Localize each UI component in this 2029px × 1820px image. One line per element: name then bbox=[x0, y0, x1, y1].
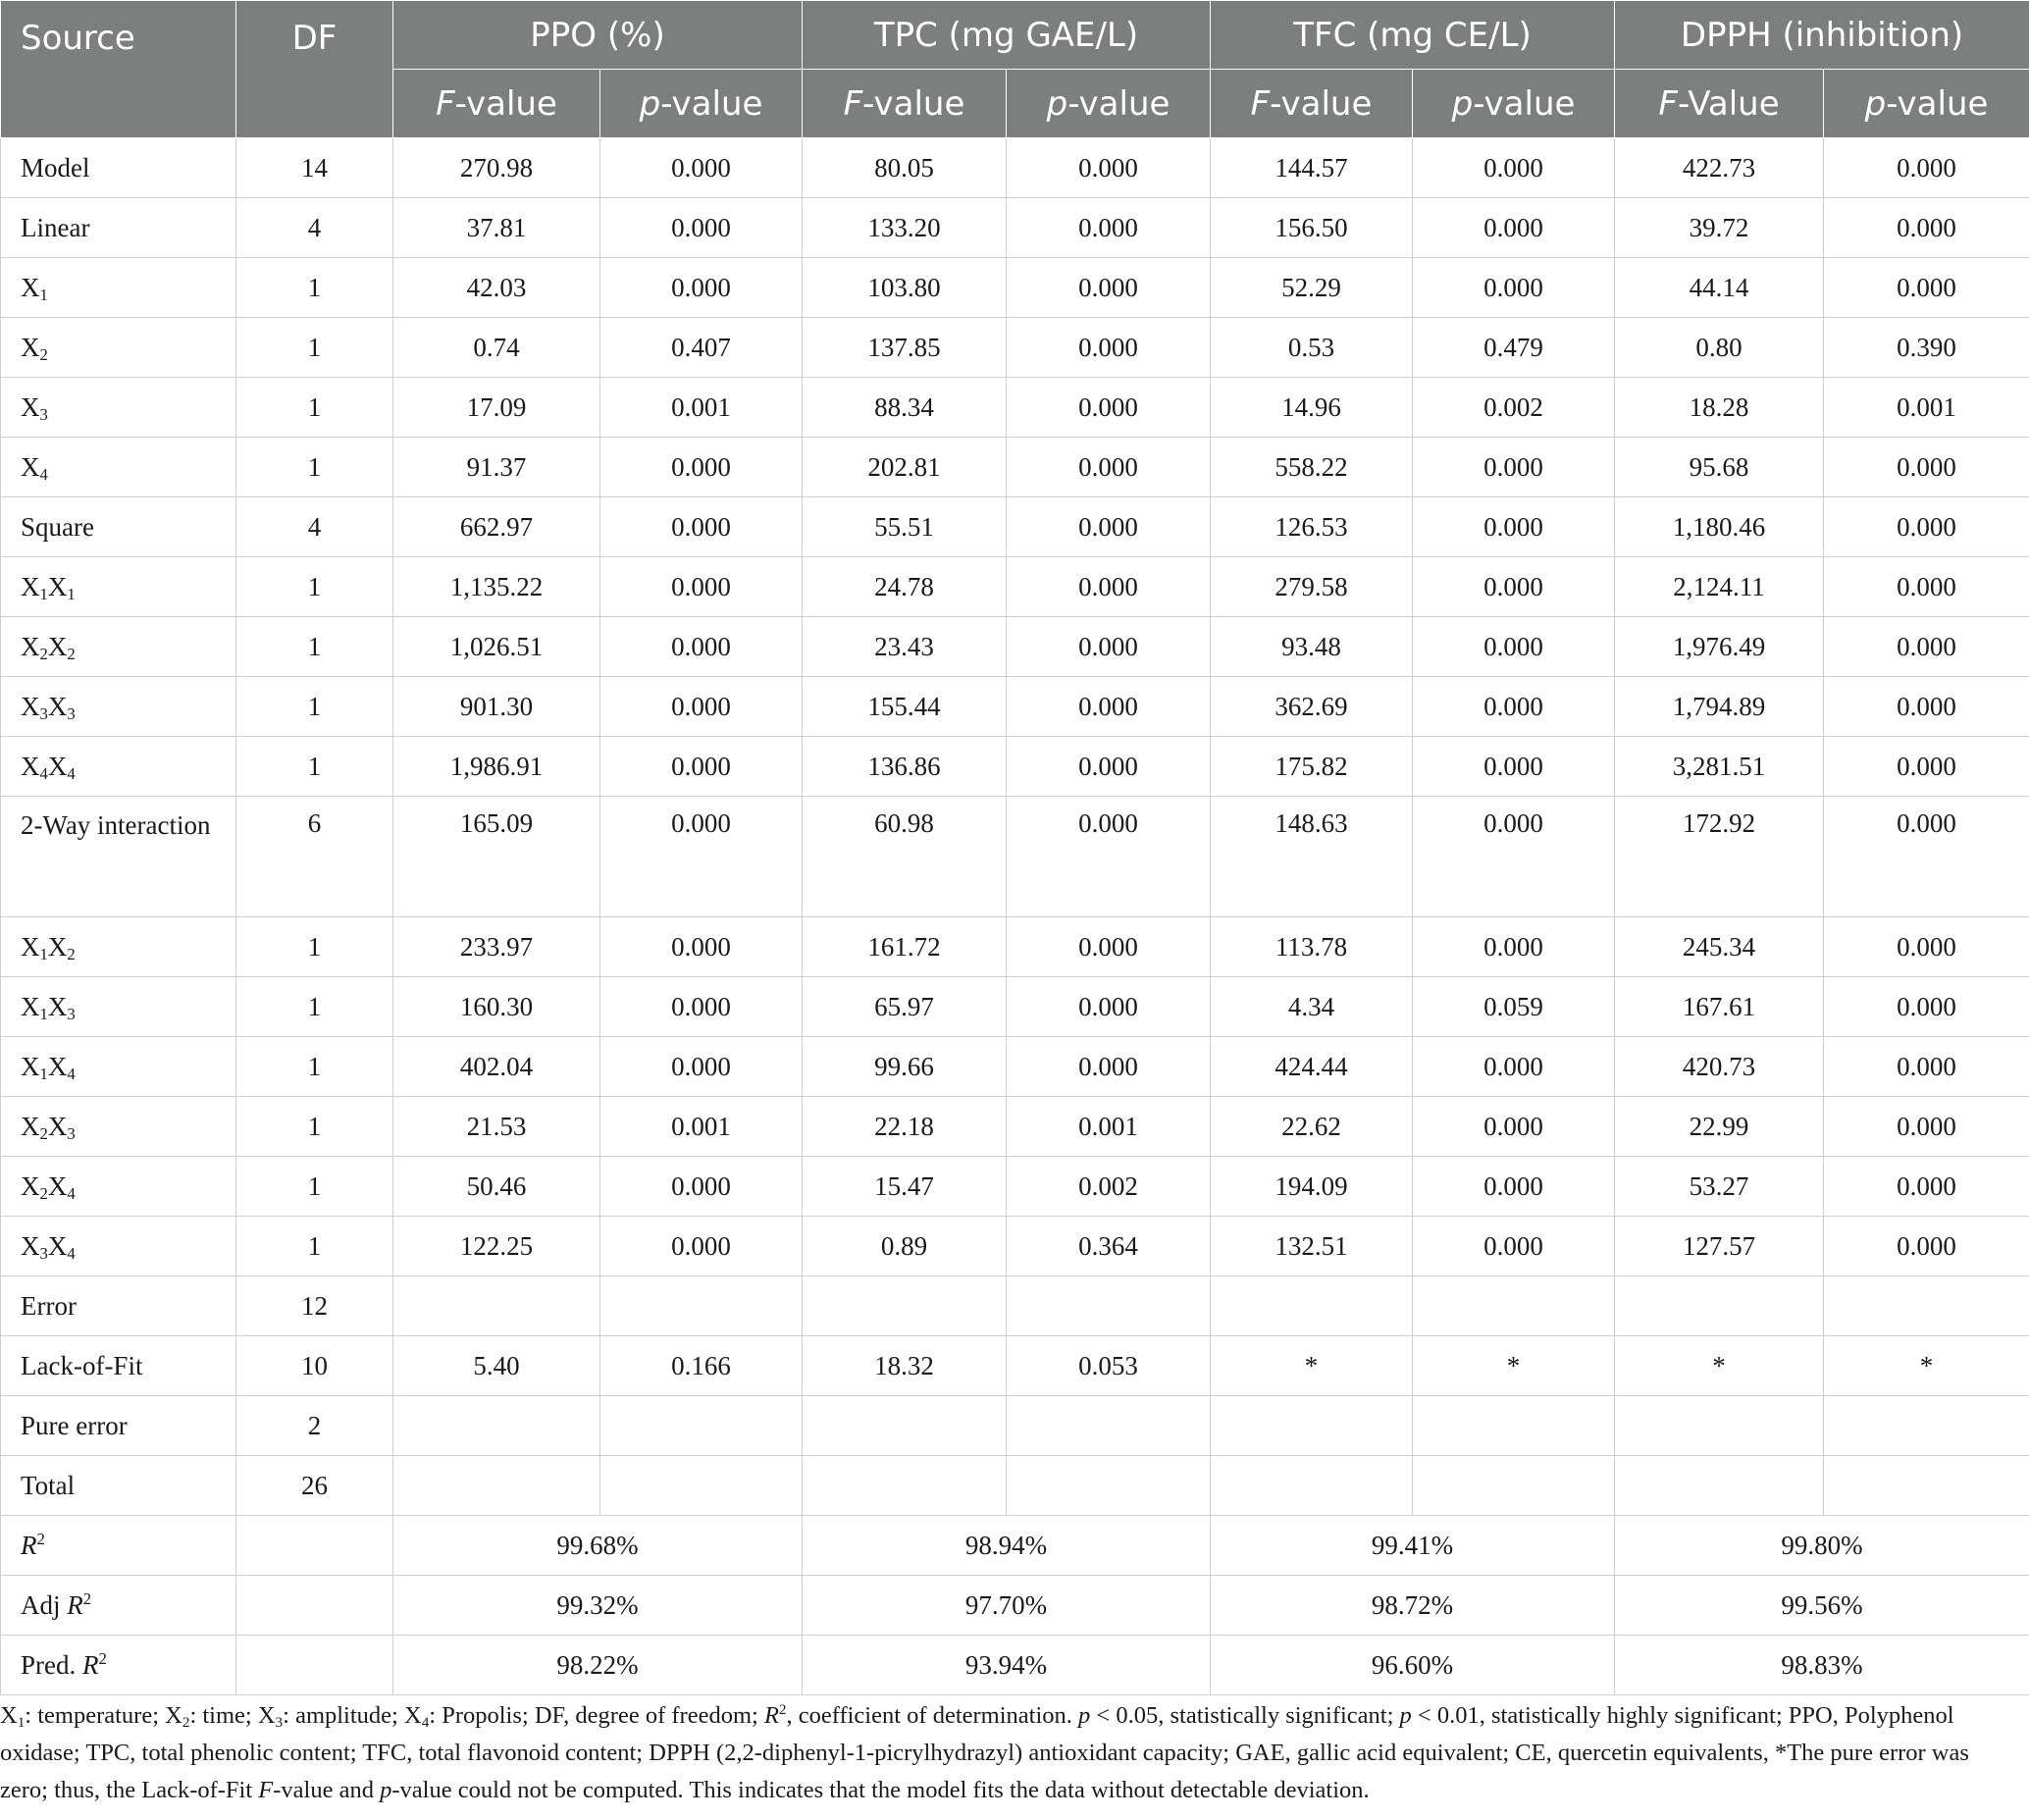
df-cell: 10 bbox=[236, 1336, 393, 1396]
f-value-cell: 17.09 bbox=[393, 378, 600, 438]
df-cell: 1 bbox=[236, 917, 393, 977]
f-value-cell bbox=[803, 1276, 1007, 1336]
p-value-cell: 0.000 bbox=[1413, 677, 1615, 737]
p-value-cell: 0.059 bbox=[1413, 977, 1615, 1037]
f-value-cell: 22.99 bbox=[1615, 1097, 1824, 1157]
table-row bbox=[1, 1396, 2029, 1456]
f-value-cell: 202.81 bbox=[803, 438, 1007, 497]
df-cell: 1 bbox=[236, 557, 393, 617]
p-value-cell: 0.000 bbox=[1007, 438, 1211, 497]
f-value-cell: 21.53 bbox=[393, 1097, 600, 1157]
table-row bbox=[1, 198, 2029, 258]
f-value-cell: 18.32 bbox=[803, 1336, 1007, 1396]
header-source: Source bbox=[1, 1, 236, 138]
p-value-cell: 0.000 bbox=[1007, 318, 1211, 378]
f-value-cell: 14.96 bbox=[1211, 378, 1413, 438]
f-value-cell: 279.58 bbox=[1211, 557, 1413, 617]
table-row bbox=[1, 497, 2029, 557]
source-cell: $X_1X_4$ bbox=[1, 1037, 236, 1097]
df-cell: 1 bbox=[236, 737, 393, 797]
f-value-cell bbox=[393, 1396, 600, 1456]
p-value-cell: 0.001 bbox=[600, 1097, 803, 1157]
p-value-cell: 0.000 bbox=[1007, 138, 1211, 198]
p-value-cell: 0.000 bbox=[600, 1157, 803, 1217]
source-cell: Total bbox=[1, 1456, 236, 1516]
f-value-cell: 1,180.46 bbox=[1615, 497, 1824, 557]
f-value-cell: 194.09 bbox=[1211, 1157, 1413, 1217]
df-cell: 1 bbox=[236, 438, 393, 497]
p-value-cell: 0.000 bbox=[1824, 737, 2029, 797]
source-cell: $X_3$ bbox=[1, 378, 236, 438]
source-cell: Error bbox=[1, 1276, 236, 1336]
p-value-cell: 0.000 bbox=[1413, 617, 1615, 677]
p-value-cell bbox=[600, 1276, 803, 1336]
f-value-cell: 165.09 bbox=[393, 797, 600, 917]
p-value-cell: 0.000 bbox=[600, 977, 803, 1037]
header-tfc: TFC (mg CE/L) bbox=[1211, 1, 1615, 70]
table-row bbox=[1, 138, 2029, 198]
source-cell: $X_1$ bbox=[1, 258, 236, 318]
f-value-cell: 126.53 bbox=[1211, 497, 1413, 557]
header-f-value: F-value bbox=[393, 70, 600, 138]
table-row bbox=[1, 318, 2029, 378]
f-value-cell: 362.69 bbox=[1211, 677, 1413, 737]
table-row bbox=[1, 1217, 2029, 1276]
p-value-cell: 0.000 bbox=[1413, 198, 1615, 258]
p-value-cell bbox=[1007, 1276, 1211, 1336]
f-value-cell: 1,986.91 bbox=[393, 737, 600, 797]
df-cell: 1 bbox=[236, 617, 393, 677]
f-value-cell: 148.63 bbox=[1211, 797, 1413, 917]
p-value-cell: 0.000 bbox=[1824, 1097, 2029, 1157]
r-squared-cell: 99.41% bbox=[1211, 1516, 1615, 1576]
table-row bbox=[1, 677, 2029, 737]
df-cell bbox=[236, 1636, 393, 1695]
header-dpph: DPPH (inhibition) bbox=[1615, 1, 2029, 70]
source-cell: $X_3X_4$ bbox=[1, 1217, 236, 1276]
p-value-cell: 0.000 bbox=[600, 677, 803, 737]
p-value-cell: 0.000 bbox=[600, 1217, 803, 1276]
f-value-cell: 23.43 bbox=[803, 617, 1007, 677]
f-value-cell: 44.14 bbox=[1615, 258, 1824, 318]
p-value-cell: 0.000 bbox=[1824, 557, 2029, 617]
f-value-cell bbox=[1211, 1396, 1413, 1456]
p-value-cell: 0.000 bbox=[1413, 1097, 1615, 1157]
table-row bbox=[1, 617, 2029, 677]
f-value-cell: 91.37 bbox=[393, 438, 600, 497]
source-cell: $X_2$ bbox=[1, 318, 236, 378]
df-cell: 2 bbox=[236, 1396, 393, 1456]
p-value-cell: 0.000 bbox=[1824, 258, 2029, 318]
table-header bbox=[1, 1, 2029, 138]
p-value-cell: 0.000 bbox=[1007, 557, 1211, 617]
f-value-cell: 0.74 bbox=[393, 318, 600, 378]
p-value-cell bbox=[1413, 1276, 1615, 1336]
f-value-cell: 133.20 bbox=[803, 198, 1007, 258]
f-value-cell: 50.46 bbox=[393, 1157, 600, 1217]
f-value-cell: 172.92 bbox=[1615, 797, 1824, 917]
p-value-cell: 0.000 bbox=[1413, 557, 1615, 617]
p-value-cell: 0.000 bbox=[1413, 438, 1615, 497]
source-cell: Linear bbox=[1, 198, 236, 258]
df-cell: 1 bbox=[236, 318, 393, 378]
table-row bbox=[1, 1276, 2029, 1336]
p-value-cell: * bbox=[1413, 1336, 1615, 1396]
p-value-cell: 0.000 bbox=[1007, 917, 1211, 977]
f-value-cell: 5.40 bbox=[393, 1336, 600, 1396]
p-value-cell: 0.000 bbox=[600, 258, 803, 318]
table-row bbox=[1, 1037, 2029, 1097]
p-value-cell: 0.407 bbox=[600, 318, 803, 378]
p-value-cell: 0.000 bbox=[600, 438, 803, 497]
r-squared-cell: 98.72% bbox=[1211, 1576, 1615, 1636]
f-value-cell: 167.61 bbox=[1615, 977, 1824, 1037]
p-value-cell: 0.479 bbox=[1413, 318, 1615, 378]
r-squared-cell: 93.94% bbox=[803, 1636, 1211, 1695]
f-value-cell: 270.98 bbox=[393, 138, 600, 198]
df-cell: 26 bbox=[236, 1456, 393, 1516]
df-cell: 14 bbox=[236, 138, 393, 198]
df-cell: 1 bbox=[236, 1217, 393, 1276]
f-value-cell: 155.44 bbox=[803, 677, 1007, 737]
table-row bbox=[1, 438, 2029, 497]
p-value-cell: 0.000 bbox=[1007, 737, 1211, 797]
r-squared-cell: 99.56% bbox=[1615, 1576, 2029, 1636]
p-value-cell: 0.000 bbox=[600, 497, 803, 557]
f-value-cell: 127.57 bbox=[1615, 1217, 1824, 1276]
source-cell: $X_4$ bbox=[1, 438, 236, 497]
f-value-cell: 88.34 bbox=[803, 378, 1007, 438]
f-value-cell: 1,135.22 bbox=[393, 557, 600, 617]
p-value-cell: 0.000 bbox=[600, 797, 803, 917]
table-body bbox=[1, 138, 2029, 1695]
header-f-value: F-value bbox=[803, 70, 1007, 138]
source-cell: 2-Way interaction bbox=[1, 797, 236, 917]
p-value-cell: 0.000 bbox=[1824, 677, 2029, 737]
f-value-cell: * bbox=[1615, 1336, 1824, 1396]
p-value-cell bbox=[1007, 1396, 1211, 1456]
p-value-cell: 0.000 bbox=[1007, 258, 1211, 318]
p-value-cell: 0.000 bbox=[1824, 497, 2029, 557]
table-row bbox=[1, 258, 2029, 318]
p-value-cell: 0.000 bbox=[1824, 617, 2029, 677]
p-value-cell: 0.000 bbox=[1413, 1157, 1615, 1217]
p-value-cell: 0.000 bbox=[600, 138, 803, 198]
source-cell: Pure error bbox=[1, 1396, 236, 1456]
header-df: DF bbox=[236, 1, 393, 138]
p-value-cell: 0.000 bbox=[1413, 1217, 1615, 1276]
p-value-cell: 0.000 bbox=[1824, 438, 2029, 497]
table-row bbox=[1, 917, 2029, 977]
source-cell: Model bbox=[1, 138, 236, 198]
r-squared-cell: 99.68% bbox=[393, 1516, 803, 1576]
f-value-cell: 53.27 bbox=[1615, 1157, 1824, 1217]
df-cell: 1 bbox=[236, 1097, 393, 1157]
f-value-cell: 22.18 bbox=[803, 1097, 1007, 1157]
p-value-cell bbox=[600, 1396, 803, 1456]
table-row bbox=[1, 1097, 2029, 1157]
p-value-cell: 0.002 bbox=[1007, 1157, 1211, 1217]
df-cell: 1 bbox=[236, 1157, 393, 1217]
table-row bbox=[1, 1576, 2029, 1636]
f-value-cell: 37.81 bbox=[393, 198, 600, 258]
header-p-value: p-value bbox=[1824, 70, 2029, 138]
f-value-cell: 1,794.89 bbox=[1615, 677, 1824, 737]
f-value-cell bbox=[1615, 1396, 1824, 1456]
f-value-cell: 0.53 bbox=[1211, 318, 1413, 378]
p-value-cell: 0.053 bbox=[1007, 1336, 1211, 1396]
p-value-cell: 0.000 bbox=[1824, 797, 2029, 917]
f-value-cell: 422.73 bbox=[1615, 138, 1824, 198]
source-cell: $X_1X_1$ bbox=[1, 557, 236, 617]
source-cell: Lack-of-Fit bbox=[1, 1336, 236, 1396]
table-row bbox=[1, 1157, 2029, 1217]
table-row bbox=[1, 737, 2029, 797]
p-value-cell: 0.000 bbox=[600, 737, 803, 797]
df-cell bbox=[236, 1576, 393, 1636]
f-value-cell bbox=[1615, 1456, 1824, 1516]
f-value-cell: 424.44 bbox=[1211, 1037, 1413, 1097]
f-value-cell: 80.05 bbox=[803, 138, 1007, 198]
p-value-cell: 0.000 bbox=[1824, 1217, 2029, 1276]
f-value-cell: 22.62 bbox=[1211, 1097, 1413, 1157]
header-p-value: p-value bbox=[1413, 70, 1615, 138]
f-value-cell: * bbox=[1211, 1336, 1413, 1396]
f-value-cell: 558.22 bbox=[1211, 438, 1413, 497]
f-value-cell: 55.51 bbox=[803, 497, 1007, 557]
f-value-cell: 0.89 bbox=[803, 1217, 1007, 1276]
source-cell: $R^2$ bbox=[1, 1516, 236, 1576]
p-value-cell: 0.000 bbox=[1824, 1157, 2029, 1217]
table-row bbox=[1, 557, 2029, 617]
f-value-cell: 175.82 bbox=[1211, 737, 1413, 797]
f-value-cell: 144.57 bbox=[1211, 138, 1413, 198]
table-row bbox=[1, 1636, 2029, 1695]
df-cell: 1 bbox=[236, 677, 393, 737]
f-value-cell: 156.50 bbox=[1211, 198, 1413, 258]
header-p-value: p-value bbox=[1007, 70, 1211, 138]
f-value-cell bbox=[393, 1456, 600, 1516]
p-value-cell: 0.000 bbox=[1824, 138, 2029, 198]
f-value-cell: 65.97 bbox=[803, 977, 1007, 1037]
p-value-cell: 0.000 bbox=[1007, 797, 1211, 917]
df-cell: 1 bbox=[236, 258, 393, 318]
f-value-cell: 233.97 bbox=[393, 917, 600, 977]
f-value-cell: 15.47 bbox=[803, 1157, 1007, 1217]
f-value-cell: 113.78 bbox=[1211, 917, 1413, 977]
df-cell: 1 bbox=[236, 977, 393, 1037]
df-cell: 4 bbox=[236, 198, 393, 258]
p-value-cell: 0.000 bbox=[1007, 617, 1211, 677]
f-value-cell bbox=[803, 1456, 1007, 1516]
f-value-cell: 99.66 bbox=[803, 1037, 1007, 1097]
p-value-cell: 0.001 bbox=[1007, 1097, 1211, 1157]
p-value-cell: 0.000 bbox=[1007, 198, 1211, 258]
p-value-cell: 0.000 bbox=[1413, 1037, 1615, 1097]
p-value-cell bbox=[1007, 1456, 1211, 1516]
f-value-cell: 18.28 bbox=[1615, 378, 1824, 438]
df-cell: 6 bbox=[236, 797, 393, 917]
f-value-cell: 93.48 bbox=[1211, 617, 1413, 677]
f-value-cell: 420.73 bbox=[1615, 1037, 1824, 1097]
f-value-cell bbox=[1615, 1276, 1824, 1336]
p-value-cell: 0.000 bbox=[1413, 917, 1615, 977]
source-cell: Pred. $R^2$ bbox=[1, 1636, 236, 1695]
source-cell: Square bbox=[1, 497, 236, 557]
f-value-cell: 103.80 bbox=[803, 258, 1007, 318]
p-value-cell: 0.000 bbox=[1413, 138, 1615, 198]
header-p-value: p-value bbox=[600, 70, 803, 138]
f-value-cell: 52.29 bbox=[1211, 258, 1413, 318]
p-value-cell: 0.001 bbox=[600, 378, 803, 438]
df-cell: 4 bbox=[236, 497, 393, 557]
f-value-cell: 95.68 bbox=[1615, 438, 1824, 497]
p-value-cell: 0.001 bbox=[1824, 378, 2029, 438]
p-value-cell: 0.364 bbox=[1007, 1217, 1211, 1276]
p-value-cell: 0.000 bbox=[600, 917, 803, 977]
source-cell: $X_1X_2$ bbox=[1, 917, 236, 977]
p-value-cell: 0.000 bbox=[1007, 677, 1211, 737]
p-value-cell: 0.002 bbox=[1413, 378, 1615, 438]
r-squared-cell: 98.83% bbox=[1615, 1636, 2029, 1695]
table-row bbox=[1, 1456, 2029, 1516]
p-value-cell bbox=[1824, 1396, 2029, 1456]
p-value-cell: 0.000 bbox=[1824, 917, 2029, 977]
f-value-cell bbox=[393, 1276, 600, 1336]
p-value-cell: 0.000 bbox=[1007, 497, 1211, 557]
p-value-cell: 0.000 bbox=[1413, 258, 1615, 318]
f-value-cell: 160.30 bbox=[393, 977, 600, 1037]
header-f-value: F-Value bbox=[1615, 70, 1824, 138]
f-value-cell: 3,281.51 bbox=[1615, 737, 1824, 797]
p-value-cell: 0.000 bbox=[600, 1037, 803, 1097]
table-row bbox=[1, 1336, 2029, 1396]
p-value-cell: 0.000 bbox=[1413, 737, 1615, 797]
df-cell bbox=[236, 1516, 393, 1576]
source-cell: $X_3X_3$ bbox=[1, 677, 236, 737]
p-value-cell: 0.000 bbox=[1824, 198, 2029, 258]
table-row bbox=[1, 797, 2029, 917]
f-value-cell: 245.34 bbox=[1615, 917, 1824, 977]
header-tpc: TPC (mg GAE/L) bbox=[803, 1, 1211, 70]
r-squared-cell: 96.60% bbox=[1211, 1636, 1615, 1695]
p-value-cell: 0.000 bbox=[600, 198, 803, 258]
source-cell: $X_2X_3$ bbox=[1, 1097, 236, 1157]
table-row bbox=[1, 977, 2029, 1037]
p-value-cell: 0.000 bbox=[1007, 977, 1211, 1037]
r-squared-cell: 99.80% bbox=[1615, 1516, 2029, 1576]
f-value-cell: 42.03 bbox=[393, 258, 600, 318]
source-cell: Adj $R^2$ bbox=[1, 1576, 236, 1636]
p-value-cell bbox=[1413, 1456, 1615, 1516]
f-value-cell: 901.30 bbox=[393, 677, 600, 737]
p-value-cell: 0.000 bbox=[600, 557, 803, 617]
df-cell: 12 bbox=[236, 1276, 393, 1336]
f-value-cell: 662.97 bbox=[393, 497, 600, 557]
p-value-cell bbox=[1413, 1396, 1615, 1456]
source-cell: $X_1X_3$ bbox=[1, 977, 236, 1037]
f-value-cell bbox=[1211, 1276, 1413, 1336]
r-squared-cell: 97.70% bbox=[803, 1576, 1211, 1636]
f-value-cell: 24.78 bbox=[803, 557, 1007, 617]
header-ppo: PPO (%) bbox=[393, 1, 803, 70]
f-value-cell: 136.86 bbox=[803, 737, 1007, 797]
p-value-cell: 0.000 bbox=[1413, 797, 1615, 917]
f-value-cell: 39.72 bbox=[1615, 198, 1824, 258]
df-cell: 1 bbox=[236, 378, 393, 438]
source-cell: $X_2X_2$ bbox=[1, 617, 236, 677]
p-value-cell: 0.000 bbox=[600, 617, 803, 677]
header-f-value: F-value bbox=[1211, 70, 1413, 138]
f-value-cell: 161.72 bbox=[803, 917, 1007, 977]
f-value-cell: 132.51 bbox=[1211, 1217, 1413, 1276]
r-squared-cell: 98.22% bbox=[393, 1636, 803, 1695]
r-squared-cell: 99.32% bbox=[393, 1576, 803, 1636]
source-cell: $X_2X_4$ bbox=[1, 1157, 236, 1217]
p-value-cell bbox=[1824, 1456, 2029, 1516]
f-value-cell: 137.85 bbox=[803, 318, 1007, 378]
table-row bbox=[1, 1516, 2029, 1576]
p-value-cell: 0.390 bbox=[1824, 318, 2029, 378]
table-footnote: $X_1$: temperature; $X_2$: time; $X_3$: amplitude; $X_4$: Propolis; DF, degree of freedom; $R^2$, coefficient of determination. p < 0.05, statistically significant; p < 0.01, statistically highly significant; PPO, Polyphenol oxidase; TPC, total phenolic content; TFC, total flavonoid content; DPPH (2,2-diphenyl-1-picrylhydrazyl) antioxidant capacity; GAE, gallic acid equivalent; CE, quercetin equivalents, *The pure error was zero; thus, the Lack-of-Fit F-value and p-value could not be computed. This indicates that the model fits the data without detectable deviation. bbox=[0, 1700, 1969, 1803]
df-cell: 1 bbox=[236, 1037, 393, 1097]
source-cell: $X_4X_4$ bbox=[1, 737, 236, 797]
p-value-cell: 0.000 bbox=[1007, 378, 1211, 438]
f-value-cell: 1,976.49 bbox=[1615, 617, 1824, 677]
f-value-cell: 2,124.11 bbox=[1615, 557, 1824, 617]
f-value-cell bbox=[1211, 1456, 1413, 1516]
p-value-cell bbox=[1824, 1276, 2029, 1336]
p-value-cell: 0.166 bbox=[600, 1336, 803, 1396]
f-value-cell bbox=[803, 1396, 1007, 1456]
table-row bbox=[1, 378, 2029, 438]
f-value-cell: 4.34 bbox=[1211, 977, 1413, 1037]
p-value-cell: 0.000 bbox=[1413, 497, 1615, 557]
p-value-cell bbox=[600, 1456, 803, 1516]
r-squared-cell: 98.94% bbox=[803, 1516, 1211, 1576]
f-value-cell: 402.04 bbox=[393, 1037, 600, 1097]
p-value-cell: * bbox=[1824, 1336, 2029, 1396]
f-value-cell: 60.98 bbox=[803, 797, 1007, 917]
p-value-cell: 0.000 bbox=[1007, 1037, 1211, 1097]
f-value-cell: 0.80 bbox=[1615, 318, 1824, 378]
f-value-cell: 122.25 bbox=[393, 1217, 600, 1276]
p-value-cell: 0.000 bbox=[1824, 977, 2029, 1037]
f-value-cell: 1,026.51 bbox=[393, 617, 600, 677]
p-value-cell: 0.000 bbox=[1824, 1037, 2029, 1097]
